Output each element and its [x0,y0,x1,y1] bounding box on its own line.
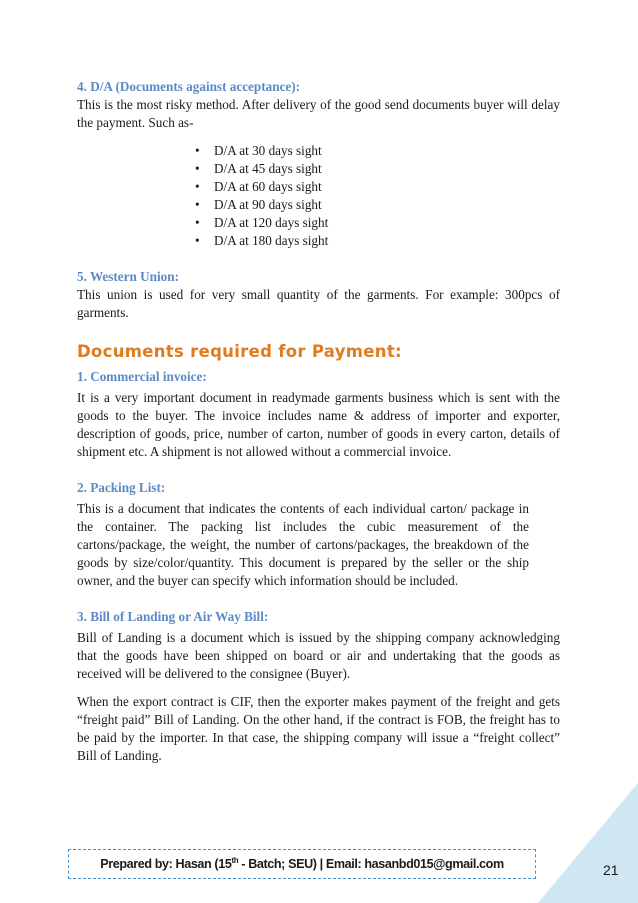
section-heading-western-union: 5. Western Union: [77,269,179,284]
list-item: • D/A at 90 days sight [195,197,322,212]
list-item: • D/A at 60 days sight [195,179,322,194]
footer-superscript: th [231,855,239,865]
section-heading-commercial-invoice: 1. Commercial invoice: [77,369,207,384]
bullet-icon: • [195,197,200,212]
list-item: • D/A at 30 days sight [195,143,322,158]
section-heading-bill-of-landing: 3. Bill of Landing or Air Way Bill: [77,609,269,624]
corner-decoration [538,783,638,903]
da-paragraph: This is the most risky method. After delivery of the good send documents buyer will delay the payment. Such as- [77,97,560,130]
commercial-invoice-paragraph: It is a very important document in readymade garments business which is sent with the goods to the buyer. The invoice includes name & address of importer and exporter, description of goods, price, number of carton, number of goods in every carton, details of shipment etc. A shipment is not allowed without a commercial invoice. [77,390,560,459]
section-heading-packing-list: 2. Packing List: [77,480,166,495]
list-item: • D/A at 180 days sight [195,233,329,248]
footer-credit: Prepared by: Hasan (15th - Batch; SEU) | Email: hasanbd015@gmail.com [68,849,536,879]
documents-required-heading: Documents required for Payment: [77,342,402,361]
bullet-icon: • [195,179,200,194]
bullet-icon: • [195,143,200,158]
bullet-icon: • [195,233,200,248]
list-item: • D/A at 120 days sight [195,215,329,230]
bill-of-landing-paragraph-2: When the export contract is CIF, then the exporter makes payment of the freight and gets “freight paid” Bill of Landing. On the other hand, if the contract is FOB, the freight has to be paid by the importer. In that case, the shipping company will issue a “freight collect” Bill of Landing. [77,694,560,763]
bill-of-landing-paragraph-1: Bill of Landing is a document which is issued by the shipping company acknowledging that the goods have been shipped on board or air and undertaking that the goods as received will be delivered to the consignee (Buyer). [77,630,560,681]
bullet-icon: • [195,161,200,176]
list-item: • D/A at 45 days sight [195,161,322,176]
western-union-paragraph: This union is used for very small quantity of the garments. For example: 300pcs of garments. [77,287,560,320]
page-number: 21 [603,862,619,878]
bullet-icon: • [195,215,200,230]
da-bullet-list [77,142,560,250]
packing-list-paragraph: This is a document that indicates the contents of each individual carton/ package in the container. The packing list includes the cubic measurement of the cartons/package, the weight, the number of cartons/packages, the breakdown of the goods by size/color/quantity. This document is prepared by the seller or the ship owner, and the buyer can specify which information should be included. [77,501,529,588]
section-heading-da: 4. D/A (Documents against acceptance): [77,79,301,94]
page-content [77,78,560,765]
